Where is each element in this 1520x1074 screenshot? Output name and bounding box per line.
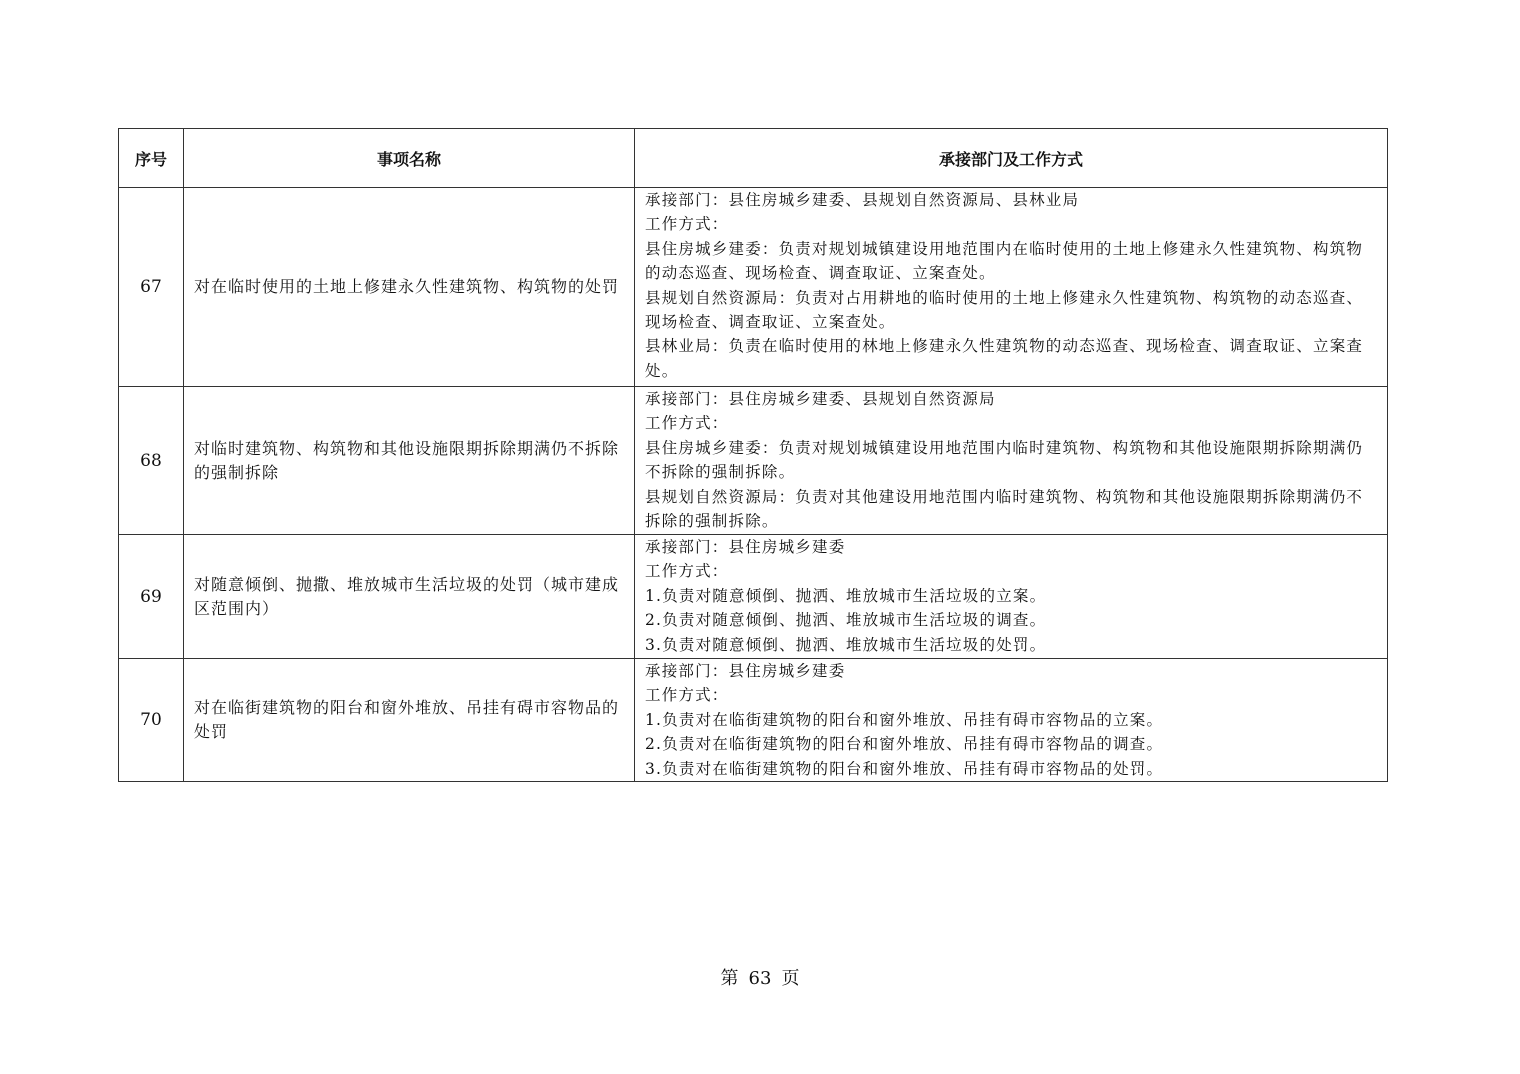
dept-line: 县规划自然资源局：负责对其他建设用地范围内临时建筑物、构筑物和其他设施限期拆除期满仍不拆除的强制拆除。 — [645, 487, 1364, 531]
matter-name: 对临时建筑物、构筑物和其他设施限期拆除期满仍不拆除的强制拆除 — [184, 387, 635, 535]
dept-line: 县规划自然资源局：负责对占用耕地的临时使用的土地上修建永久性建筑物、构筑物的动态巡查、现场检查、调查取证、立案查处。 — [645, 288, 1364, 332]
dept-line: 2.负责对随意倾倒、抛洒、堆放城市生活垃圾的调查。 — [645, 611, 1047, 630]
page-number-prefix: 第 — [720, 968, 739, 989]
dept-line: 3.负责对在临街建筑物的阳台和窗外堆放、吊挂有碍市容物品的处罚。 — [645, 759, 1164, 778]
table-row — [119, 535, 1388, 659]
row-number: 67 — [119, 188, 184, 387]
row-number: 70 — [119, 659, 184, 782]
dept-line: 承接部门：县住房城乡建委、县规划自然资源局 — [645, 390, 996, 408]
dept-line: 承接部门：县住房城乡建委 — [645, 538, 846, 556]
dept-line: 1.负责对随意倾倒、抛洒、堆放城市生活垃圾的立案。 — [645, 586, 1047, 605]
header-matter-name: 事项名称 — [184, 129, 635, 188]
matter-name: 对在临街建筑物的阳台和窗外堆放、吊挂有碍市容物品的处罚 — [184, 659, 635, 782]
dept-line: 承接部门：县住房城乡建委、县规划自然资源局、县林业局 — [645, 191, 1080, 209]
dept-line: 1.负责对在临街建筑物的阳台和窗外堆放、吊挂有碍市容物品的立案。 — [645, 710, 1164, 729]
dept-line: 县林业局：负责在临时使用的林地上修建永久性建筑物的动态巡查、现场检查、调查取证、立案查处。 — [645, 337, 1364, 380]
dept-line: 县住房城乡建委：负责对规划城镇建设用地范围内临时建筑物、构筑物和其他设施限期拆除期满仍不拆除的强制拆除。 — [645, 438, 1364, 482]
table-row — [119, 659, 1388, 782]
row-number: 69 — [119, 535, 184, 659]
dept-line: 工作方式： — [645, 215, 729, 234]
matter-name: 对随意倾倒、抛撒、堆放城市生活垃圾的处罚（城市建成区范围内） — [184, 535, 635, 659]
dept-line: 2.负责对在临街建筑物的阳台和窗外堆放、吊挂有碍市容物品的调查。 — [645, 735, 1164, 754]
dept-line: 工作方式： — [645, 414, 729, 433]
table-header-row — [119, 129, 1388, 188]
dept-line: 县住房城乡建委：负责对规划城镇建设用地范围内在临时使用的土地上修建永久性建筑物、构筑物的动态巡查、现场检查、调查取证、立案查处。 — [645, 239, 1364, 283]
header-department-method: 承接部门及工作方式 — [635, 129, 1388, 188]
matter-name: 对在临时使用的土地上修建永久性建筑物、构筑物的处罚 — [184, 188, 635, 387]
dept-line: 承接部门：县住房城乡建委 — [645, 662, 846, 680]
dept-line: 3.负责对随意倾倒、抛洒、堆放城市生活垃圾的处罚。 — [645, 635, 1047, 654]
department-method — [635, 387, 1388, 535]
department-method — [635, 659, 1388, 782]
row-number: 68 — [119, 387, 184, 535]
header-serial-number: 序号 — [119, 129, 184, 188]
dept-line: 工作方式： — [645, 686, 729, 705]
page-number — [0, 964, 1520, 990]
dept-line: 工作方式： — [645, 562, 729, 581]
matters-table — [118, 128, 1388, 782]
page-number-value: 63 — [748, 968, 772, 989]
department-method — [635, 188, 1388, 387]
table-row — [119, 387, 1388, 535]
page-number-suffix: 页 — [781, 968, 800, 989]
department-method — [635, 535, 1388, 659]
table-row — [119, 188, 1388, 387]
